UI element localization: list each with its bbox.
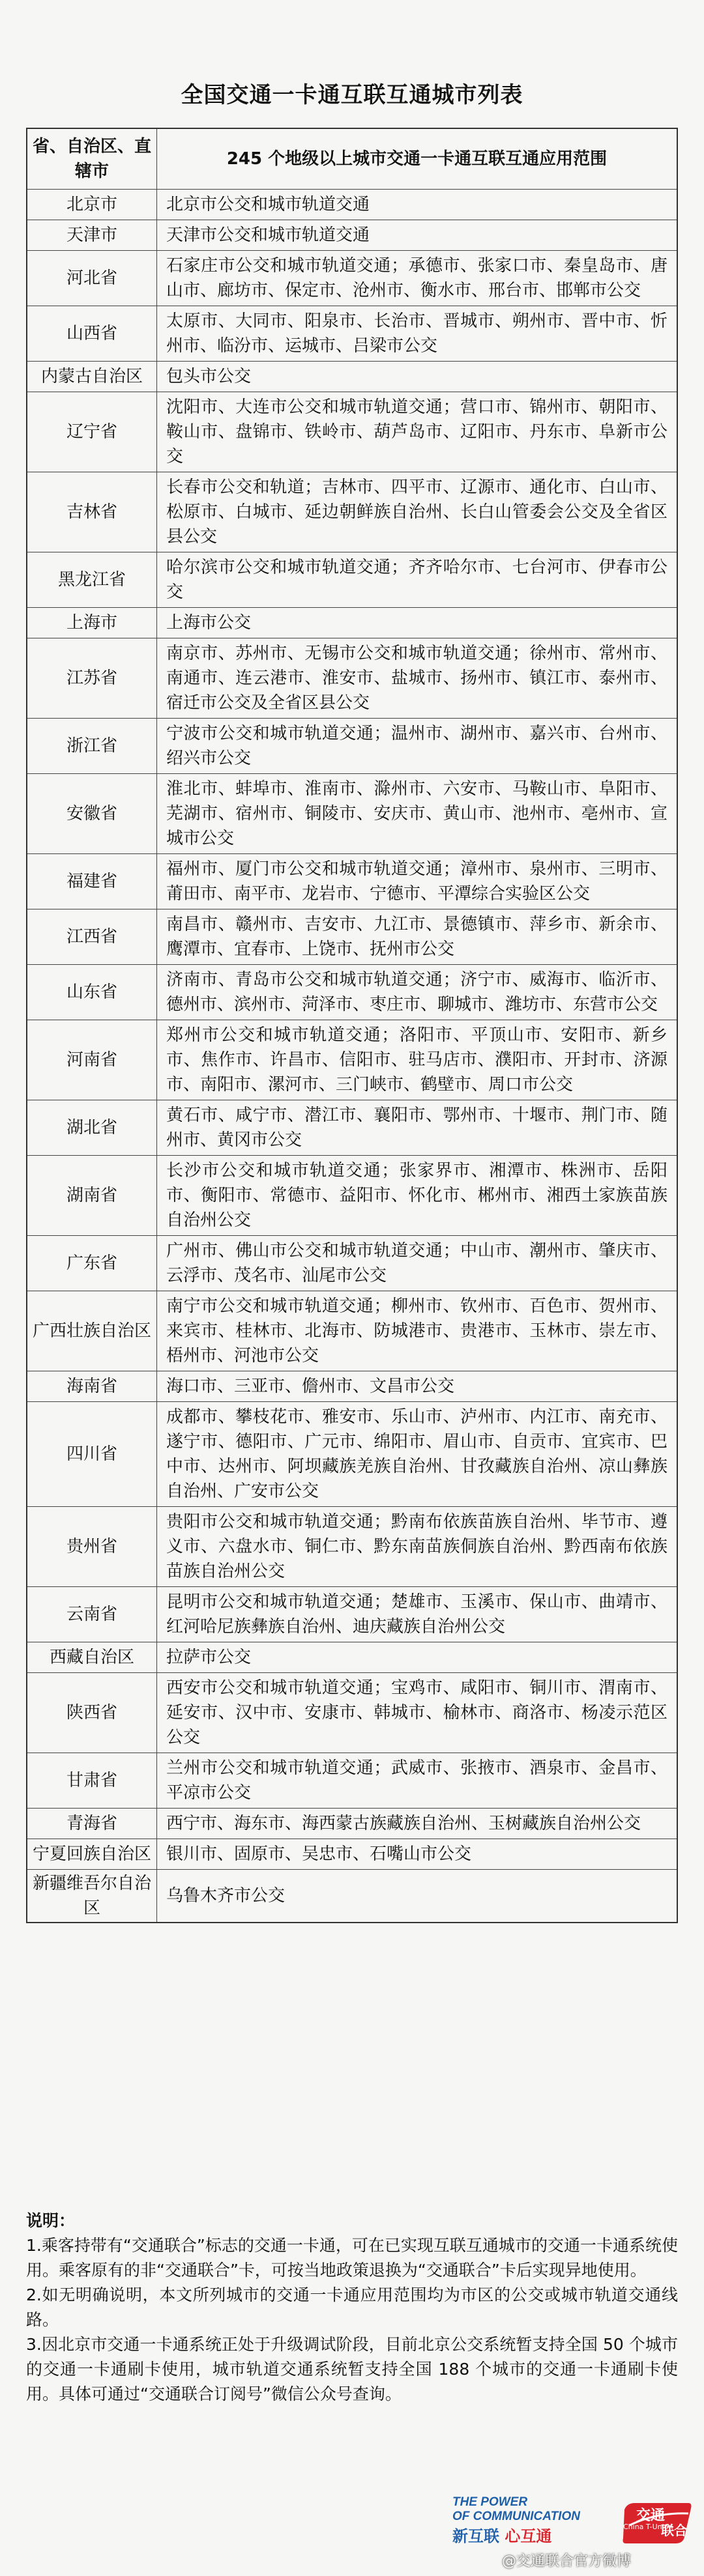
scope-cell: 拉萨市公交 <box>157 1642 678 1673</box>
province-cell: 湖南省 <box>27 1156 157 1236</box>
scope-cell: 西安市公交和城市轨道交通；宝鸡市、咸阳市、铜川市、渭南市、延安市、汉中市、安康市、韩城市、榆林市、商洛市、杨凌示范区公交 <box>157 1673 678 1753</box>
table-row <box>27 1100 677 1156</box>
slogan-en-line2: OF COMMUNICATION <box>452 2510 580 2523</box>
province-cell: 河南省 <box>27 1020 157 1100</box>
slogan-cn-1: 新互联 <box>452 2527 499 2545</box>
province-cell: 辽宁省 <box>27 392 157 472</box>
badge-cn-label: 交通 <box>636 2508 666 2524</box>
table-header-row <box>27 128 677 190</box>
scope-cell: 南昌市、赣州市、吉安市、九江市、景德镇市、萍乡市、新余市、鹰潭市、宜春市、上饶市、抚州市公交 <box>157 909 678 965</box>
scope-cell: 长春市公交和轨道；吉林市、四平市、辽源市、通化市、白山市、松原市、白城市、延边朝鲜族自治州、长白山管委会公交及全省区县公交 <box>157 472 678 552</box>
scope-cell: 沈阳市、大连市公交和城市轨道交通；营口市、锦州市、朝阳市、鞍山市、盘锦市、铁岭市、葫芦岛市、辽阳市、丹东市、阜新市公交 <box>157 392 678 472</box>
slogan-cn <box>452 2525 615 2547</box>
province-cell: 江苏省 <box>27 638 157 719</box>
province-cell: 海南省 <box>27 1371 157 1402</box>
table-row <box>27 638 677 719</box>
table-row <box>27 1753 677 1809</box>
scope-cell: 哈尔滨市公交和城市轨道交通；齐齐哈尔市、七台河市、伊春市公交 <box>157 552 678 608</box>
province-cell: 上海市 <box>27 608 157 638</box>
province-cell: 吉林省 <box>27 472 157 552</box>
province-cell: 黑龙江省 <box>27 552 157 608</box>
table-row <box>27 1673 677 1753</box>
table-row <box>27 1507 677 1587</box>
table-row <box>27 1809 677 1839</box>
badge-en-label: China T-Union <box>623 2523 673 2531</box>
province-cell: 贵州省 <box>27 1507 157 1587</box>
scope-cell: 南宁市公交和城市轨道交通；柳州市、钦州市、百色市、贺州市、来宾市、桂林市、北海市、防城港市、贵港市、玉林市、崇左市、梧州市、河池市公交 <box>157 1291 678 1371</box>
scope-cell: 石家庄市公交和城市轨道交通；承德市、张家口市、秦皇岛市、唐山市、廊坊市、保定市、沧州市、衡水市、邢台市、邯郸市公交 <box>157 251 678 306</box>
scope-cell: 乌鲁木齐市公交 <box>157 1870 678 1923</box>
scope-cell: 福州市、厦门市公交和城市轨道交通；漳州市、泉州市、三明市、莆田市、南平市、龙岩市、宁德市、平潭综合实验区公交 <box>157 854 678 909</box>
scope-cell: 昆明市公交和城市轨道交通；楚雄市、玉溪市、保山市、曲靖市、红河哈尼族彝族自治州、迪庆藏族自治州公交 <box>157 1587 678 1642</box>
province-cell: 浙江省 <box>27 719 157 774</box>
table-row <box>27 774 677 854</box>
table-row <box>27 472 677 552</box>
table-row <box>27 854 677 909</box>
page-title: 全国交通一卡通互联互通城市列表 <box>181 82 523 108</box>
table-row <box>27 1642 677 1673</box>
province-cell: 新疆维吾尔自治区 <box>27 1870 157 1923</box>
province-cell: 安徽省 <box>27 774 157 854</box>
province-cell: 山西省 <box>27 306 157 362</box>
province-cell: 福建省 <box>27 854 157 909</box>
header-province: 省、自治区、直辖市 <box>27 128 157 190</box>
province-cell: 广东省 <box>27 1236 157 1291</box>
province-cell: 湖北省 <box>27 1100 157 1156</box>
province-cell: 云南省 <box>27 1587 157 1642</box>
table-row <box>27 1402 677 1507</box>
scope-cell: 淮北市、蚌埠市、淮南市、滁州市、六安市、马鞍山市、阜阳市、芜湖市、宿州市、铜陵市、安庆市、黄山市、池州市、亳州市、宣城市公交 <box>157 774 678 854</box>
scope-cell: 北京市公交和城市轨道交通 <box>157 190 678 220</box>
scope-cell: 广州市、佛山市公交和城市轨道交通；中山市、潮州市、肇庆市、云浮市、茂名市、汕尾市公交 <box>157 1236 678 1291</box>
province-cell: 西藏自治区 <box>27 1642 157 1673</box>
province-cell: 陕西省 <box>27 1673 157 1753</box>
scope-cell: 长沙市公交和城市轨道交通；张家界市、湘潭市、株洲市、岳阳市、衡阳市、常德市、益阳市、怀化市、郴州市、湘西土家族苗族自治州公交 <box>157 1156 678 1236</box>
province-cell: 江西省 <box>27 909 157 965</box>
weibo-watermark: @交通联合官方微博 <box>502 2553 632 2569</box>
table-row <box>27 965 677 1020</box>
table-row <box>27 220 677 251</box>
note-item: 1.乘客持带有“交通联合”标志的交通一卡通，可在已实现互联互通城市的交通一卡通系统使用。乘客原有的非“交通联合”卡，可按当地政策退换为“交通联合”卡后实现异地使用。 <box>26 2236 678 2280</box>
province-cell: 山东省 <box>27 965 157 1020</box>
scope-cell: 包头市公交 <box>157 362 678 392</box>
table-row <box>27 1870 677 1923</box>
table-row <box>27 1371 677 1402</box>
province-cell: 甘肃省 <box>27 1753 157 1809</box>
table-row <box>27 1839 677 1870</box>
table-row <box>27 1587 677 1642</box>
province-cell: 内蒙古自治区 <box>27 362 157 392</box>
slogan-cn-2: 心互通 <box>505 2527 552 2545</box>
scope-cell: 南京市、苏州市、无锡市公交和城市轨道交通；徐州市、常州市、南通市、连云港市、淮安市、盐城市、扬州市、镇江市、泰州市、宿迁市公交及全省区县公交 <box>157 638 678 719</box>
scope-cell: 西宁市、海东市、海西蒙古族藏族自治州、玉树藏族自治州公交 <box>157 1809 678 1839</box>
table-row <box>27 1156 677 1236</box>
scope-cell: 郑州市公交和城市轨道交通；洛阳市、平顶山市、安阳市、新乡市、焦作市、许昌市、信阳市、驻马店市、濮阳市、开封市、济源市、南阳市、漯河市、三门峡市、鹤壁市、周口市公交 <box>157 1020 678 1100</box>
province-cell: 青海省 <box>27 1809 157 1839</box>
table-row <box>27 909 677 965</box>
province-cell: 宁夏回族自治区 <box>27 1839 157 1870</box>
scope-cell: 太原市、大同市、阳泉市、长治市、晋城市、朔州市、晋中市、忻州市、临汾市、运城市、吕梁市公交 <box>157 306 678 362</box>
table-row <box>27 306 677 362</box>
province-cell: 四川省 <box>27 1402 157 1507</box>
table-row <box>27 552 677 608</box>
table-row <box>27 1291 677 1371</box>
table-row <box>27 1020 677 1100</box>
notes-section <box>26 2209 678 2407</box>
scope-cell: 贵阳市公交和城市轨道交通；黔南布依族苗族自治州、毕节市、遵义市、六盘水市、铜仁市、黔东南苗族侗族自治州、黔西南布依族苗族自治州公交 <box>157 1507 678 1587</box>
scope-cell: 济南市、青岛市公交和城市轨道交通；济宁市、威海市、临沂市、德州市、滨州市、菏泽市、枣庄市、聊城市、潍坊市、东营市公交 <box>157 965 678 1020</box>
province-cell: 天津市 <box>27 220 157 251</box>
scope-cell: 银川市、固原市、吴忠市、石嘴山市公交 <box>157 1839 678 1870</box>
table-row <box>27 608 677 638</box>
scope-cell: 天津市公交和城市轨道交通 <box>157 220 678 251</box>
table-row <box>27 719 677 774</box>
scope-cell: 成都市、攀枝花市、雅安市、乐山市、泸州市、内江市、南充市、遂宁市、德阳市、广元市、绵阳市、眉山市、自贡市、宜宾市、巴中市、达州市、阿坝藏族羌族自治州、甘孜藏族自治州、凉山彝族自治州、广安市公交 <box>157 1402 678 1507</box>
province-cell: 河北省 <box>27 251 157 306</box>
scope-cell: 宁波市公交和城市轨道交通；温州市、湖州市、嘉兴市、台州市、绍兴市公交 <box>157 719 678 774</box>
province-cell: 北京市 <box>27 190 157 220</box>
slogan-en-line1: THE POWER <box>452 2495 528 2509</box>
table-row <box>27 1236 677 1291</box>
scope-cell: 上海市公交 <box>157 608 678 638</box>
table-row <box>27 362 677 392</box>
scope-cell: 兰州市公交和城市轨道交通；武威市、张掖市、酒泉市、金昌市、平凉市公交 <box>157 1753 678 1809</box>
header-scope: 245 个地级以上城市交通一卡通互联互通应用范围 <box>157 128 678 190</box>
table-row <box>27 251 677 306</box>
table-row <box>27 392 677 472</box>
badge-cn-label-2: 联合 <box>661 2523 687 2538</box>
note-item: 2.如无明确说明，本文所列城市的交通一卡通应用范围均为市区的公交或城市轨道交通线路。 <box>26 2285 678 2329</box>
table-row <box>27 190 677 220</box>
scope-cell: 海口市、三亚市、儋州市、文昌市公交 <box>157 1371 678 1402</box>
province-cell: 广西壮族自治区 <box>27 1291 157 1371</box>
scope-cell: 黄石市、咸宁市、潜江市、襄阳市、鄂州市、十堰市、荆门市、随州市、黄冈市公交 <box>157 1100 678 1156</box>
city-list-table <box>26 128 678 1923</box>
note-item: 3.因北京市交通一卡通系统正处于升级调试阶段，目前北京公交系统暂支持全国 50 个城市的交通一卡通刷卡使用，城市轨道交通系统暂支持全国 188 个城市的交通一卡通刷卡使用。具体可通过“交通联合订阅号”微信公众号查询。 <box>26 2335 678 2403</box>
notes-heading: 说明： <box>26 2211 76 2230</box>
